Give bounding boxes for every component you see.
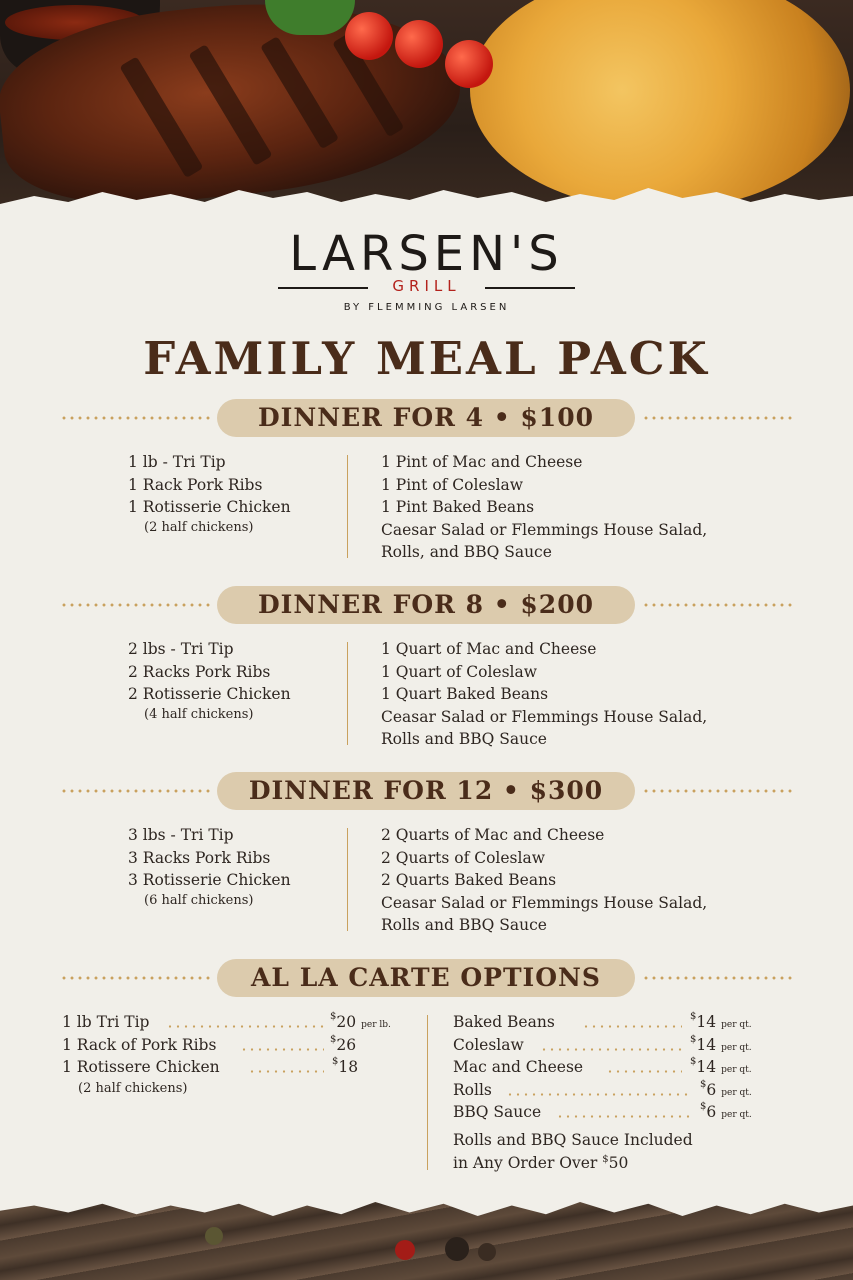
list-item: 1 Quart of Coleslaw <box>381 662 538 681</box>
list-note: (2 half chickens) <box>78 1081 188 1096</box>
leader-dots <box>556 1115 692 1118</box>
alacarte-item: Rolls <box>453 1081 492 1099</box>
restaurant-logo <box>0 228 853 313</box>
mac-and-cheese-image <box>470 0 850 210</box>
list-item: 1 Quart Baked Beans <box>381 685 549 703</box>
divider <box>427 1015 428 1170</box>
list-item: Rolls, and BBQ Sauce <box>381 543 552 561</box>
list-item: Rolls and BBQ Sauce <box>381 916 547 934</box>
list-item: 1 lb - Tri Tip <box>128 453 226 471</box>
divider <box>347 642 348 745</box>
list-item: 1 Rack Pork Ribs <box>128 475 263 494</box>
list-item: Ceasar Salad or Flemmings House Salad, <box>381 893 708 912</box>
divider <box>347 455 348 558</box>
list-item: 2 Racks Pork Ribs <box>128 662 271 681</box>
alacarte-item: 1 Rotissere Chicken <box>62 1058 220 1076</box>
list-item: 1 Rotisserie Chicken <box>128 498 291 516</box>
pack-header <box>0 586 853 624</box>
alacarte-item: Baked Beans <box>453 1013 555 1031</box>
list-item: 3 Rotisserie Chicken <box>128 871 291 889</box>
pack-left-list <box>128 824 291 909</box>
list-item: 1 Pint Baked Beans <box>381 498 535 516</box>
logo-name: LARSEN'S <box>289 226 564 282</box>
list-item: 1 Pint of Mac and Cheese <box>381 453 583 471</box>
food-photo-top <box>0 0 853 215</box>
logo-grill: GRILL <box>392 277 461 295</box>
alacarte-heading: AL LA CARTE OPTIONS <box>217 959 635 997</box>
list-item: 2 Quarts Baked Beans <box>381 871 557 889</box>
tomato-image <box>395 20 443 68</box>
list-item: 2 Quarts of Mac and Cheese <box>381 826 605 844</box>
alacarte-price: $14 per qt. <box>690 1056 752 1076</box>
alacarte-item: Coleslaw <box>453 1036 524 1054</box>
alacarte-footer: Rolls and BBQ Sauce Included <box>453 1131 693 1149</box>
leader-dots <box>248 1070 324 1073</box>
tomato-image <box>345 12 393 60</box>
page-title: FAMILY MEAL PACK <box>143 332 710 385</box>
list-item: 2 Rotisserie Chicken <box>128 685 291 703</box>
tomato-image <box>445 40 493 88</box>
pack-heading: DINNER FOR 12 • $300 <box>217 772 635 810</box>
list-note: (6 half chickens) <box>144 892 254 908</box>
list-note: (4 half chickens) <box>144 706 254 722</box>
pack-header <box>0 772 853 810</box>
list-note: (2 half chickens) <box>144 519 254 535</box>
pack-right-list <box>381 824 707 937</box>
alacarte-item: BBQ Sauce <box>453 1103 542 1121</box>
list-item: 1 Quart of Mac and Cheese <box>381 640 597 658</box>
alacarte-item: Mac and Cheese <box>453 1058 584 1076</box>
logo-byline: BY FLEMMING LARSEN <box>343 302 510 313</box>
alacarte-price: $26 <box>330 1034 357 1054</box>
list-item: 2 Quarts of Coleslaw <box>381 848 545 867</box>
pack-left-list <box>128 451 291 536</box>
pack-heading: DINNER FOR 8 • $200 <box>217 586 635 624</box>
alacarte-price: $6 per qt. <box>700 1079 752 1099</box>
pack-right-list <box>381 451 707 564</box>
alacarte-price: $6 per qt. <box>700 1101 752 1121</box>
leader-dots <box>606 1070 682 1073</box>
alacarte-price: $20 per lb. <box>330 1011 391 1031</box>
alacarte-header <box>0 959 853 997</box>
list-item: 1 Pint of Coleslaw <box>381 475 524 494</box>
alacarte-item: 1 Rack of Pork Ribs <box>62 1036 217 1054</box>
leader-dots <box>540 1048 682 1051</box>
leader-dots <box>506 1093 692 1096</box>
list-item: Ceasar Salad or Flemmings House Salad, <box>381 707 708 726</box>
leader-dots <box>582 1025 682 1028</box>
list-item: 2 lbs - Tri Tip <box>128 640 234 658</box>
list-item: Rolls and BBQ Sauce <box>381 730 547 748</box>
list-item: Caesar Salad or Flemmings House Salad, <box>381 520 708 539</box>
alacarte-price: $14 per qt. <box>690 1034 752 1054</box>
alacarte-item: 1 lb Tri Tip <box>62 1013 150 1031</box>
alacarte-price: $14 per qt. <box>690 1011 752 1031</box>
alacarte-price: $18 <box>332 1056 359 1076</box>
pack-header <box>0 399 853 437</box>
divider <box>347 828 348 931</box>
leader-dots <box>240 1048 324 1051</box>
list-item: 3 Racks Pork Ribs <box>128 848 271 867</box>
pack-heading: DINNER FOR 4 • $100 <box>217 399 635 437</box>
list-item: 3 lbs - Tri Tip <box>128 826 234 844</box>
pack-left-list <box>128 638 291 723</box>
pack-right-list <box>381 638 707 751</box>
leader-dots <box>166 1025 324 1028</box>
alacarte-footer: in Any Order Over $50 <box>453 1154 629 1173</box>
